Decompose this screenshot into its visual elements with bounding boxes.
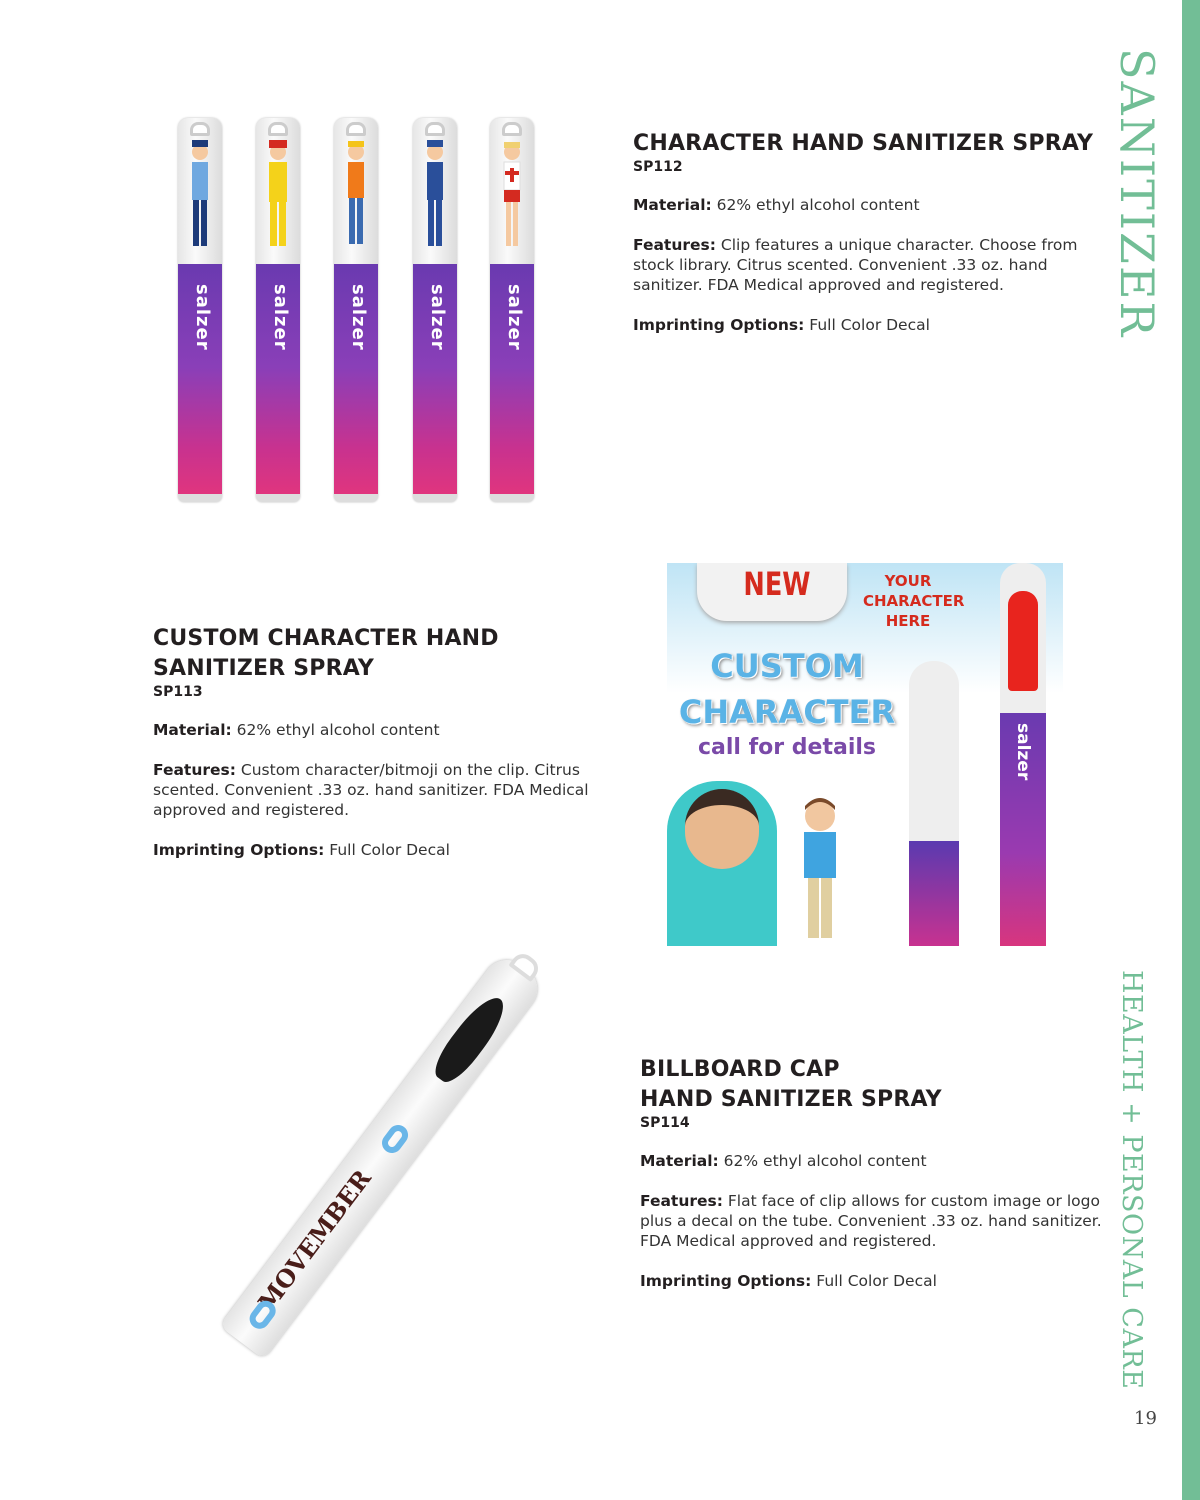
spray-lifeguard: salzer [490, 118, 534, 502]
product-title: HAND SANITIZER SPRAY [640, 1087, 942, 1112]
movember-logo: MOVEMBER [251, 1164, 377, 1317]
product-sku: SP114 [640, 1115, 690, 1131]
page-number: 19 [1134, 1408, 1157, 1429]
material: Material: 62% ethyl alcohol content [633, 196, 920, 214]
product-title: SANITIZER SPRAY [153, 656, 375, 681]
product-sp112 [633, 129, 1103, 335]
imprinting-options: Imprinting Options: Full Color Decal [633, 316, 930, 334]
callout-text: YOUR CHARACTER HERE [863, 572, 965, 630]
product-sku: SP113 [153, 684, 203, 700]
ribbon-icon [378, 1121, 412, 1157]
product-title: CUSTOM CHARACTER HAND [153, 626, 499, 651]
product-title: CHARACTER HAND SANITIZER SPRAY [633, 131, 1094, 156]
new-badge: NEW [743, 565, 811, 603]
spray-construction: salzer [334, 118, 378, 502]
spray-police: salzer [178, 118, 222, 502]
features: Features: Custom character/bitmoji on the clip. Citrus scented. Convenient .33 oz. hand sanitizer. FDA Medical approved and registered. [153, 761, 589, 819]
headline: CUSTOM CHARACTER [678, 647, 896, 731]
product-sp114 [640, 1055, 1110, 1291]
imprinting-options: Imprinting Options: Full Color Decal [153, 841, 450, 859]
product-sku: SP112 [633, 159, 683, 175]
billboard-cap-spray-image [219, 950, 547, 1359]
accent-bar [1182, 0, 1200, 1500]
material: Material: 62% ethyl alcohol content [153, 721, 440, 739]
custom-character-promo-image: NEW YOUR CHARACTER HERE CUSTOM CHARACTER call for details salzer [667, 563, 1063, 946]
subline: call for details [697, 735, 877, 760]
product-title: BILLBOARD CAP [640, 1057, 840, 1082]
spray-emt: salzer [413, 118, 457, 502]
imprinting-options: Imprinting Options: Full Color Decal [640, 1272, 937, 1290]
spray-firefighter: salzer [256, 118, 300, 502]
section-label: SANITIZER [1110, 48, 1164, 339]
material: Material: 62% ethyl alcohol content [640, 1152, 927, 1170]
features: Features: Clip features a unique character. Choose from stock library. Citrus scented. Convenient .33 oz. hand sanitizer. FDA Medical approved and registered. [633, 236, 1078, 294]
category-label: HEALTH + PERSONAL CARE [1116, 970, 1147, 1390]
product-sp113 [153, 624, 623, 860]
mustache-icon [427, 990, 513, 1089]
cartoon-figure [800, 798, 840, 943]
features: Features: Flat face of clip allows for custom image or logo plus a decal on the tube. Convenient .33 oz. hand sanitizer. FDA Medical approved and registered. [640, 1192, 1102, 1250]
